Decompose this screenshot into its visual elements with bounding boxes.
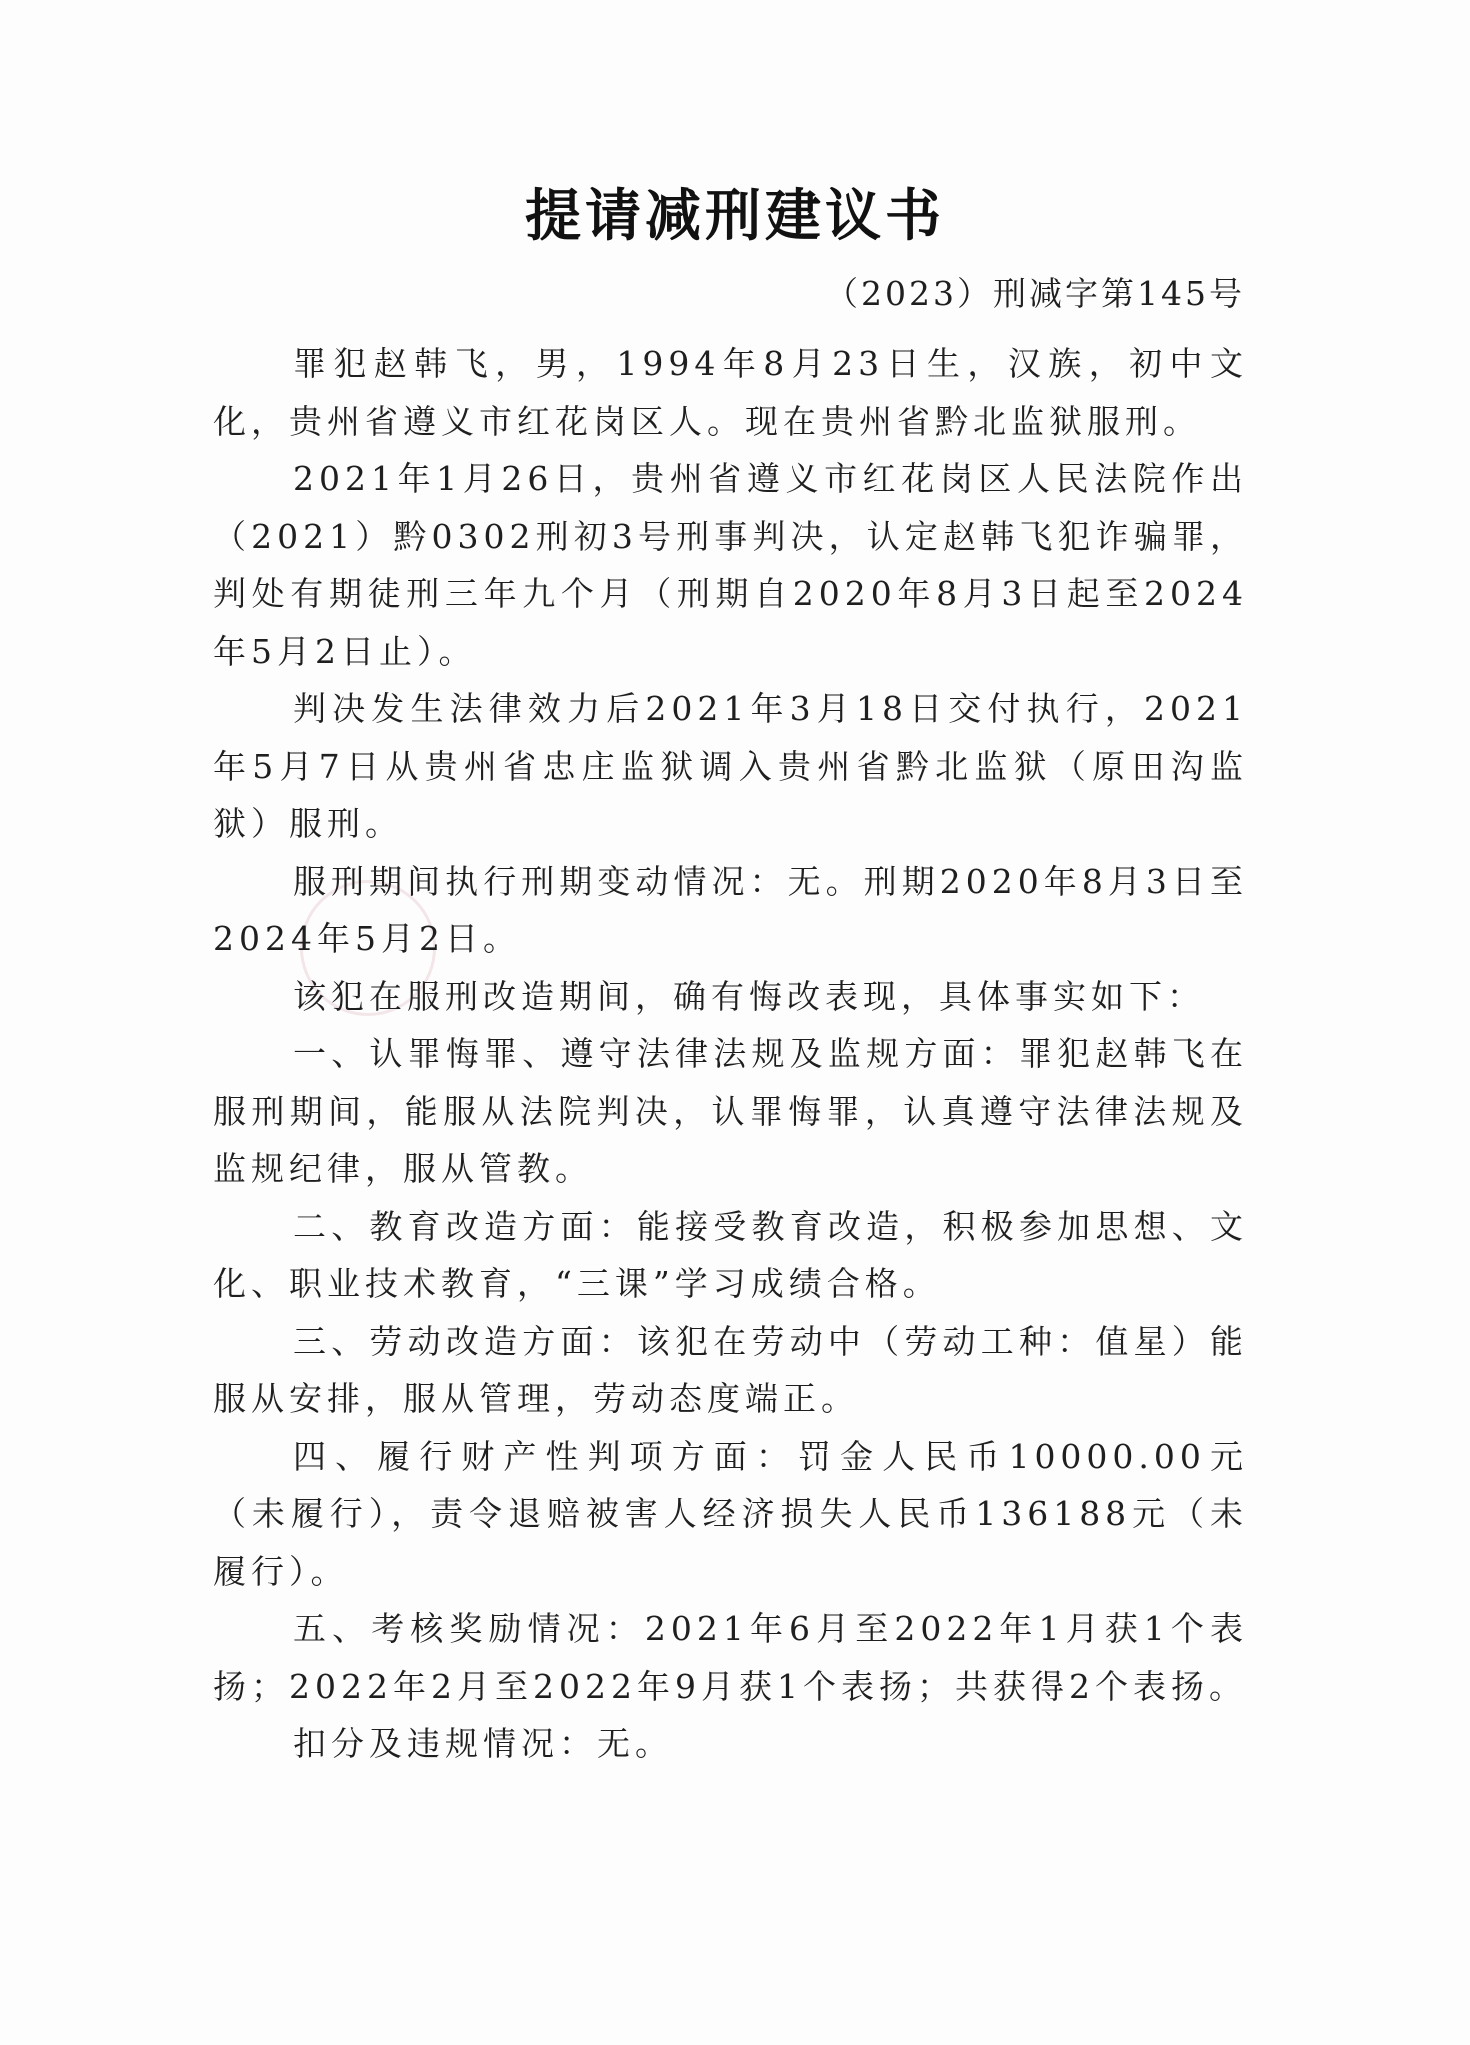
paragraph-judgment: 2021年1月26日，贵州省遵义市红花岗区人民法院作出（2021）黔0302刑初3号刑事判决，认定赵韩飞犯诈骗罪，判处有期徒刑三年九个月（刑期自2020年8月3日起至2024年5月2日止）。 xyxy=(213,459,1248,671)
paragraph-sentence-changes: 服刑期间执行刑期变动情况：无。刑期2020年8月3日至2024年5月2日。 xyxy=(213,861,1248,958)
paragraph-deductions: 扣分及违规情况：无。 xyxy=(293,1724,673,1763)
paragraph-criminal-info: 罪犯赵韩飞，男，1994年8月23日生，汉族，初中文化，贵州省遵义市红花岗区人。现在贵州省黔北监狱服刑。 xyxy=(213,344,1248,441)
document-number: （2023）刑减字第145号 xyxy=(825,274,1245,313)
paragraph-item-4: 四、履行财产性判项方面：罚金人民币10000.00元（未履行），责令退赔被害人经济损失人民币136188元（未履行）。 xyxy=(213,1436,1248,1591)
paragraph-item-2: 二、教育改造方面：能接受教育改造，积极参加思想、文化、职业技术教育，“三课”学习成绩合格。 xyxy=(213,1206,1248,1303)
paragraph-execution: 判决发生法律效力后2021年3月18日交付执行，2021年5月7日从贵州省忠庄监狱调入贵州省黔北监狱（原田沟监狱）服刑。 xyxy=(213,689,1248,843)
paragraph-item-1: 一、认罪悔罪、遵守法律法规及监规方面：罪犯赵韩飞在服刑期间，能服从法院判决，认罪悔罪，认真遵守法律法规及监规纪律，服从管教。 xyxy=(213,1034,1248,1188)
paragraph-item-5: 五、考核奖励情况：2021年6月至2022年1月获1个表扬；2022年2月至2022年9月获1个表扬；共获得2个表扬。 xyxy=(213,1609,1248,1706)
document-body xyxy=(213,335,1248,1773)
document-title: 提请减刑建议书 xyxy=(525,184,945,249)
paragraph-item-3: 三、劳动改造方面：该犯在劳动中（劳动工种：值星）能服从安排，服从管理，劳动态度端正。 xyxy=(213,1321,1248,1418)
paragraph-repentance-intro: 该犯在服刑改造期间，确有悔改表现，具体事实如下： xyxy=(293,976,1205,1016)
